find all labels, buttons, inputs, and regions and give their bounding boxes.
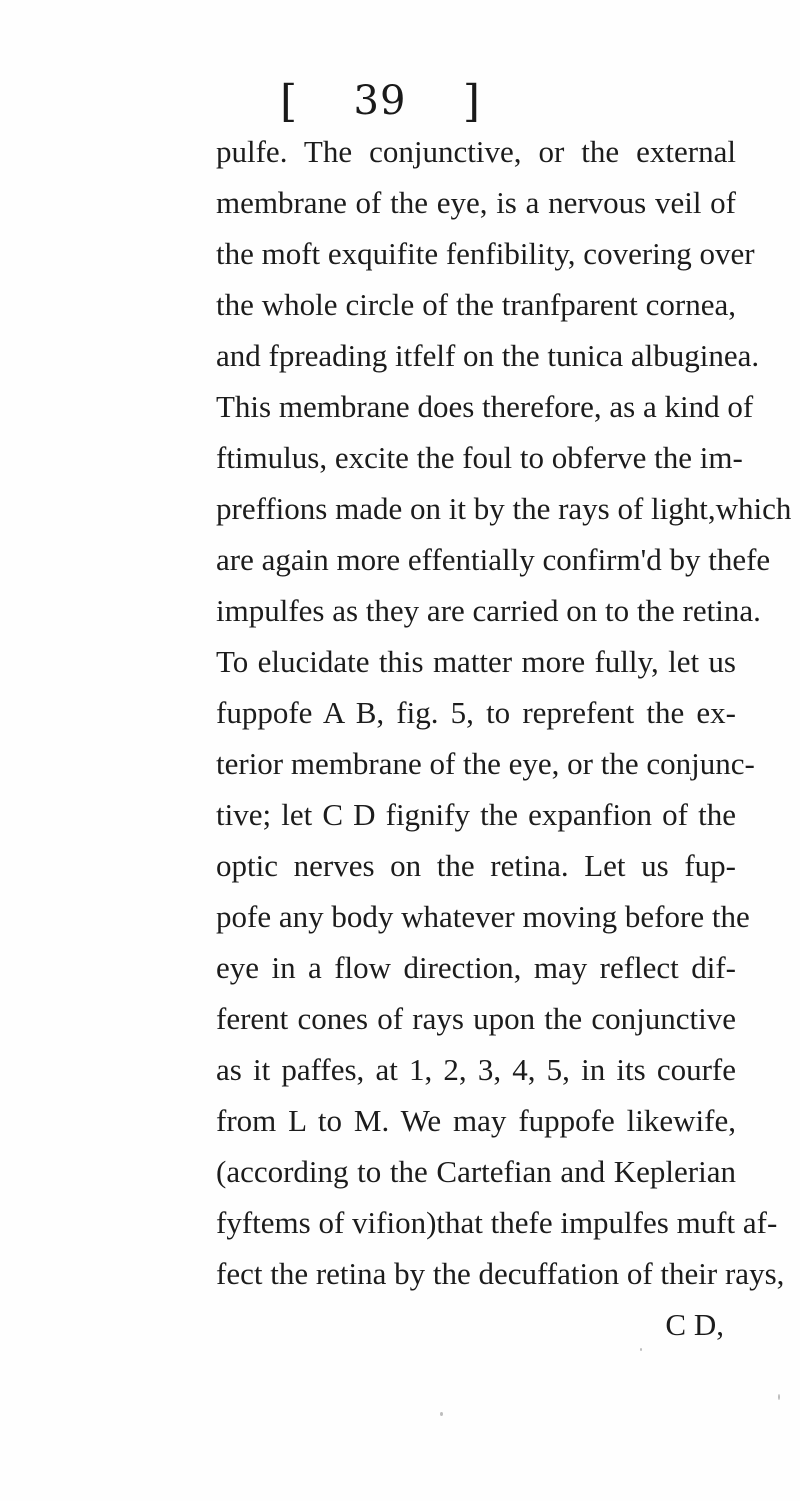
paper-speck (440, 1412, 443, 1416)
text-line: from L to M. We may fuppofe likewife, (216, 1103, 736, 1138)
text-line: membrane of the eye, is a nervous veil of (216, 185, 736, 220)
right-bracket: ] (462, 75, 480, 127)
text-line: are again more effentially confirm'd by thefe (216, 542, 771, 577)
text-line: as it paffes, at 1, 2, 3, 4, 5, in its courfe (216, 1052, 736, 1087)
text-line: pofe any body whatever moving before the (216, 899, 750, 934)
text-line: eye in a flow direction, may reflect dif- (216, 950, 736, 985)
text-line: fuppofe A B, fig. 5, to reprefent the ex- (216, 695, 736, 730)
body-text (216, 126, 792, 1350)
paper-speck (640, 1348, 642, 1351)
text-line: pulfe. The conjunctive, or the external (216, 134, 736, 169)
page-number: 39 (353, 78, 407, 124)
text-line: fect the retina by the decuffation of their rays, (216, 1256, 785, 1291)
catchword: C D, (665, 1307, 724, 1342)
text-line: preffions made on it by the rays of light,which (216, 491, 792, 526)
text-line: the whole circle of the tranfparent cornea, (216, 287, 736, 322)
text-line: ferent cones of rays upon the conjunctive (216, 1001, 736, 1036)
text-line: terior membrane of the eye, or the conjunc- (216, 746, 755, 781)
text-line: fyftems of vifion)that thefe impulfes muft af- (216, 1205, 778, 1240)
text-line: ftimulus, excite the foul to obferve the im- (216, 440, 743, 475)
text-line: To elucidate this matter more fully, let us (216, 644, 736, 679)
text-line: the moft exquifite fenfibility, covering over (216, 236, 755, 271)
text-line: This membrane does therefore, as a kind of (216, 389, 754, 424)
text-line: optic nerves on the retina. Let us fup- (216, 848, 736, 883)
text-line: tive; let C D fignify the expanfion of the (216, 797, 736, 832)
paper-speck (778, 1394, 780, 1400)
text-line: impulfes as they are carried on to the retina. (216, 593, 761, 628)
left-bracket: [ (280, 75, 298, 127)
text-line: (according to the Cartefian and Keplerian (216, 1154, 736, 1189)
text-line: and fpreading itfelf on the tunica albuginea. (216, 338, 760, 373)
